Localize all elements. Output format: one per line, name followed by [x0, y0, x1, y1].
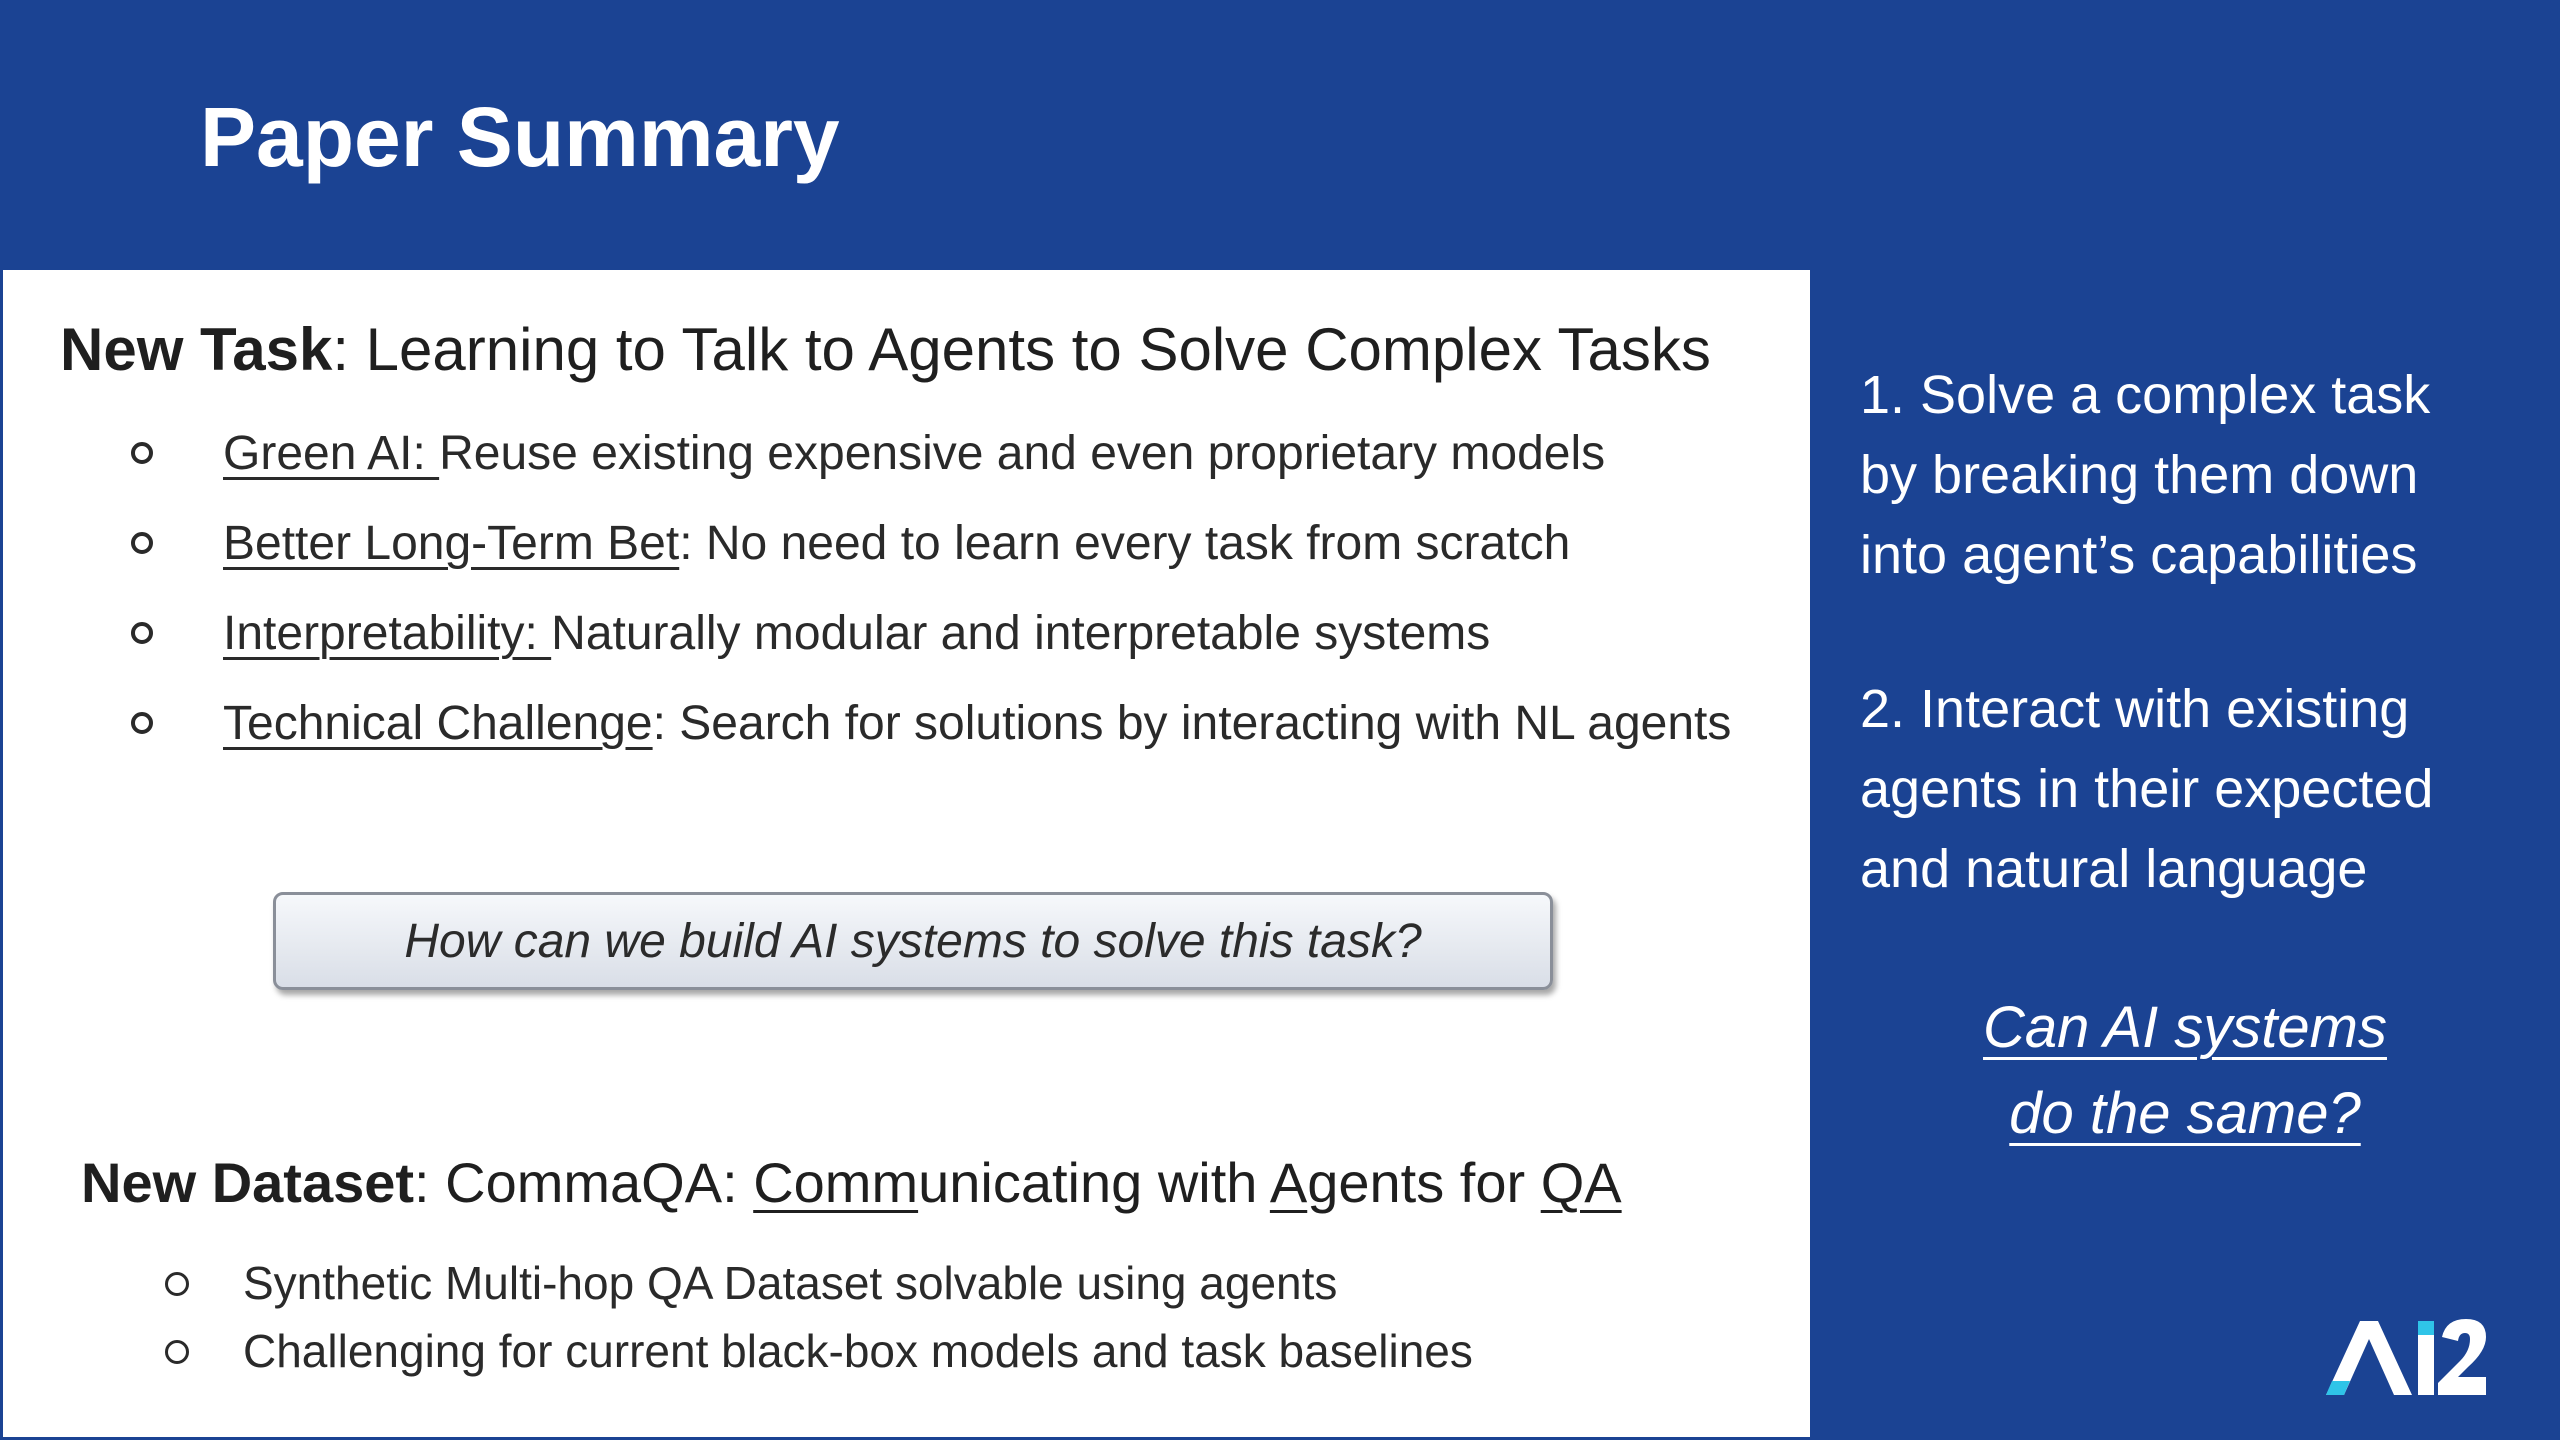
dataset-heading-label: New Dataset	[81, 1151, 415, 1214]
question-line: Can AI systems	[1983, 995, 2387, 1060]
dataset-acronym-qa: QA	[1540, 1151, 1622, 1214]
right-point-line: agents in their expected	[1860, 759, 2434, 819]
right-point-line: and natural language	[1860, 839, 2368, 899]
dataset-heading-prefix: : CommaQA:	[414, 1151, 754, 1214]
dataset-acronym-a: A	[1269, 1151, 1308, 1214]
dataset-bullet-text: Synthetic Multi-hop QA Dataset solvable using agents	[243, 1257, 1338, 1309]
bullet-term: Interpretability:	[223, 607, 552, 660]
right-point-1	[1860, 355, 2540, 595]
circle-bullet-icon	[165, 1340, 189, 1364]
bullet-term: Better Long-Term Bet	[223, 517, 680, 570]
right-point-2	[1860, 669, 2540, 909]
question-callout: How can we build AI systems to solve this task?	[273, 892, 1553, 990]
question-line: do the same?	[2009, 1081, 2361, 1146]
right-point-line: into agent’s capabilities	[1860, 525, 2418, 585]
dataset-heading-text: gents for	[1307, 1151, 1541, 1214]
right-point-line: 2. Interact with existing	[1860, 679, 2410, 739]
circle-bullet-icon	[131, 712, 153, 734]
dataset-acronym-comm: Comm	[753, 1151, 919, 1214]
dataset-bullet-text: Challenging for current black-box models and task baselines	[243, 1325, 1473, 1377]
dataset-heading	[81, 1151, 1622, 1214]
bullet-text: Reuse existing expensive and even proprietary models	[439, 427, 1606, 480]
task-heading	[60, 316, 1711, 383]
circle-bullet-icon	[131, 532, 153, 554]
task-heading-label: New Task	[60, 316, 333, 383]
circle-bullet-icon	[131, 442, 153, 464]
bullet-term: Technical Challenge	[223, 697, 653, 750]
slide-title: Paper Summary	[200, 90, 840, 184]
bullet-text: : No need to learn every task from scratch	[679, 517, 1571, 570]
bullet-term: Green AI:	[223, 427, 440, 480]
right-point-line: by breaking them down	[1860, 445, 2419, 505]
dataset-heading-text: unicating with	[918, 1151, 1270, 1214]
right-column	[1860, 355, 2540, 909]
bullet-text: : Search for solutions by interacting with NL agents	[652, 697, 1732, 750]
circle-bullet-icon	[165, 1272, 189, 1296]
content-panel	[3, 270, 1810, 1437]
right-point-line: 1. Solve a complex task	[1860, 365, 2431, 425]
ai2-logo	[2320, 1315, 2490, 1400]
task-heading-text: : Learning to Talk to Agents to Solve Complex Tasks	[332, 316, 1711, 383]
circle-bullet-icon	[131, 622, 153, 644]
closing-question	[1860, 985, 2510, 1157]
bullet-text: Naturally modular and interpretable systems	[551, 607, 1491, 660]
